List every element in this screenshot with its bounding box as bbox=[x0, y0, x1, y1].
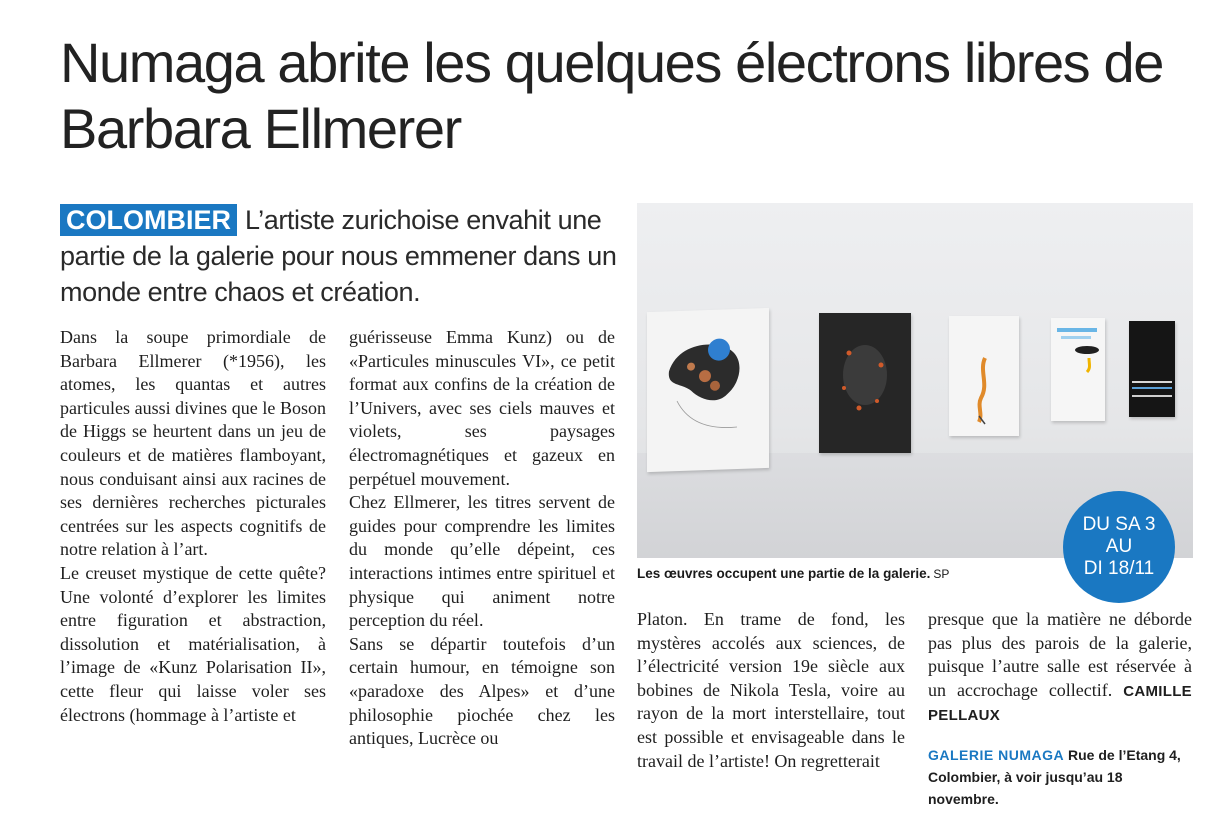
paragraph-4b: Platon. En trame de fond, les mystères accolés aux sciences, de l’électricité version 19e siècle aux bobines de Nikola Tesla, voire au rayon de la mort interstellaire, tout est possible et envisageable dans le travail de l’artiste! On regretterait bbox=[637, 609, 905, 771]
kicker-colombier: COLOMBIER bbox=[60, 204, 237, 236]
article-column-3 bbox=[637, 608, 905, 773]
gallery-name: GALERIE NUMAGA bbox=[928, 746, 1065, 763]
date-badge-line-3: DI 18/11 bbox=[1083, 558, 1155, 579]
date-badge bbox=[1063, 491, 1175, 603]
author-signature: CAMILLE PELLAUX bbox=[928, 682, 1192, 725]
paragraph-4a: Sans se départir toutefois d’un certain humour, en témoigne son «paradoxe des Alpes» et d’une philosophie piochée chez les antiques, Lucrèce ou bbox=[349, 633, 615, 749]
artwork-1 bbox=[647, 308, 769, 472]
gallery-details: Rue de l’Etang 4, Colombier, à voir jusqu’au 18 novembre. bbox=[928, 746, 1181, 807]
paragraph-4c: presque que la matière ne déborde pas plus des parois de la galerie, puisque l’autre salle est réservée à un accrochage collectif. bbox=[928, 609, 1192, 700]
paragraph-4c-block bbox=[928, 608, 1192, 728]
artwork-4 bbox=[1051, 318, 1105, 421]
artwork-5 bbox=[1129, 321, 1175, 417]
date-badge-line-1: DU SA 3 bbox=[1082, 514, 1156, 535]
lead bbox=[60, 202, 620, 310]
paragraph-2a: Le creuset mystique de cette quête? Une volonté d’explorer les limites entre figuration et abstraction, dissolution et matérialisation, à l’image de «Kunz Polarisation II», cette fleur qui laisse voler ses électrons (hommage à l’artiste et bbox=[60, 562, 326, 725]
paragraph-2b: guérisseuse Emma Kunz) ou de «Particules minuscules VI», ce petit format aux confins de la création de l’Univers, avec ses ciels mauves et violets, ses paysages électromagnétiques et gazeux en perpétuel mouvement. bbox=[349, 327, 615, 489]
date-badge-line-2: AU bbox=[1105, 536, 1133, 557]
article-column-1 bbox=[60, 326, 326, 727]
headline: Numaga abrite les quelques électrons libres de Barbara Ellmerer bbox=[60, 31, 1163, 160]
lead-text: L’artiste zurichoise envahit une partie de la galerie pour nous emmener dans un monde entre chaos et création. bbox=[60, 205, 617, 307]
photo-credit: SP bbox=[933, 567, 950, 581]
paragraph-1: Dans la soupe primordiale de Barbara Ellmerer (*1956), les atomes, les quantas et autres particules aussi divines que le Boson de Higgs se heurtent dans un jeu de couleurs et de matières flamboyant, nous conduisant ainsi aux racines de ses dernières recherches picturales centrées sur les aspects cognitifs de notre relation à l’art. bbox=[60, 327, 326, 560]
artwork-3 bbox=[949, 316, 1019, 436]
practical-info bbox=[928, 744, 1192, 810]
artwork-2 bbox=[819, 313, 911, 453]
article-column-2 bbox=[349, 326, 615, 751]
article-column-4 bbox=[928, 608, 1192, 810]
paragraph-3: Chez Ellmerer, les titres servent de guides pour comprendre les limites du monde qu’elle dépeint, ces interactions intimes entre spirituel et physique qui animent notre perception du réel. bbox=[349, 492, 615, 631]
caption-text: Les œuvres occupent une partie de la galerie. bbox=[637, 566, 931, 581]
